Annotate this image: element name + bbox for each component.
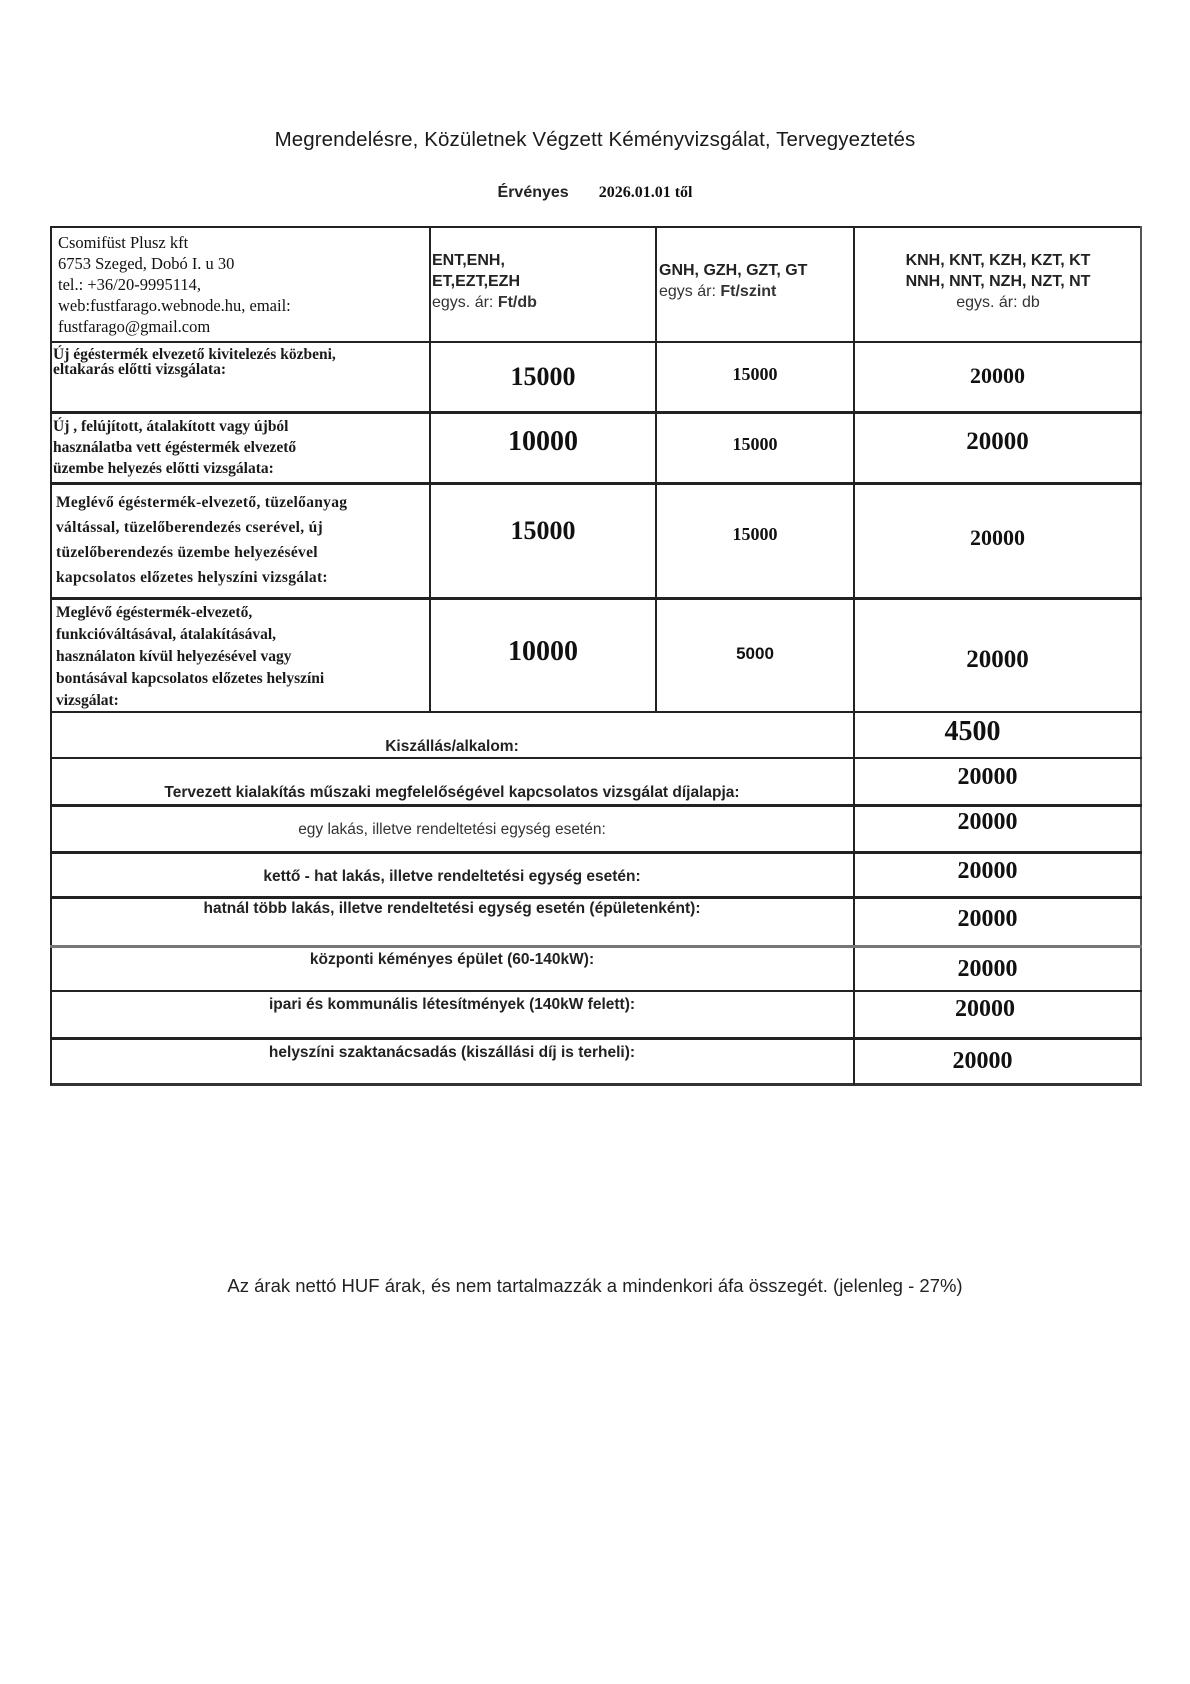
flat-row-value: 20000 xyxy=(952,1048,1013,1074)
flat-row-value: 20000 xyxy=(957,906,1018,932)
column-codes: GNH, GZH, GZT, GT xyxy=(659,262,808,279)
unit-value: Ft/szint xyxy=(720,283,777,300)
price-value: 10000 xyxy=(508,636,578,667)
unit-value: db xyxy=(1022,294,1040,311)
price-value: 20000 xyxy=(970,363,1025,388)
label-line: Meglévő égéstermék-elvezető, tüzelőanyag xyxy=(56,494,348,511)
table-border-bottom xyxy=(50,1083,1142,1086)
company-email: fustfarago@gmail.com xyxy=(58,317,211,336)
unit-prefix: egys ár: xyxy=(659,283,716,300)
column-header-k-n xyxy=(856,250,1140,313)
validity-label: Érvényes xyxy=(497,184,569,201)
company-info xyxy=(58,232,291,337)
label-line: használaton kívül helyezésével vagy xyxy=(56,648,292,665)
label-line: funkcióváltásával, átalakításával, xyxy=(56,626,277,643)
price-table xyxy=(50,226,1142,1085)
label-line: Új , felújított, átalakított vagy újból xyxy=(53,418,289,435)
row-line xyxy=(50,804,1142,807)
row-line xyxy=(50,757,1142,759)
price-value: 20000 xyxy=(966,428,1029,455)
label-line: Új égéstermék elvezető kivitelezés közbeni, xyxy=(53,346,336,363)
column-unit xyxy=(659,281,853,302)
company-name: Csomifüst Plusz kft xyxy=(58,233,189,252)
flat-row-value: 20000 xyxy=(957,809,1018,835)
col-divider-2 xyxy=(655,226,657,711)
flat-row-label: egy lakás, illetve rendeltetési egység esetén: xyxy=(298,821,606,838)
table-border-top xyxy=(50,226,1142,228)
label-line: váltással, tüzelőberendezés cserével, új xyxy=(56,519,323,536)
unit-prefix: egys. ár: xyxy=(956,294,1018,311)
column-codes: NNH, NNT, NZH, NZT, NT xyxy=(905,273,1091,290)
price-value: 15000 xyxy=(510,362,576,391)
row-line xyxy=(50,411,1142,414)
row-line xyxy=(50,1037,1142,1040)
column-codes: KNH, KNT, KZH, KZT, KT xyxy=(905,252,1091,269)
column-codes: ET,EZT,EZH xyxy=(432,273,521,290)
price-value: 10000 xyxy=(508,426,578,457)
column-unit xyxy=(432,292,652,313)
flat-row-label: kettő - hat lakás, illetve rendeltetési egység esetén: xyxy=(263,868,641,885)
table-border-right xyxy=(1140,226,1142,1085)
flat-row-value: 20000 xyxy=(957,858,1018,884)
validity-date: 2026.01.01 től xyxy=(598,184,693,201)
flat-row-label: ipari és kommunális létesítmények (140kW felett): xyxy=(268,996,636,1013)
company-web: web:fustfarago.webnode.hu, email: xyxy=(58,296,291,315)
column-unit xyxy=(856,292,1140,313)
company-address: 6753 Szeged, Dobó I. u 30 xyxy=(58,254,235,273)
price-value: 15000 xyxy=(732,364,778,384)
price-value: 20000 xyxy=(970,525,1025,550)
label-line: vizsgálat: xyxy=(56,692,119,709)
label-line: bontásával kapcsolatos előzetes helyszíni xyxy=(56,670,325,687)
row-line xyxy=(50,597,1142,600)
flat-row-label: Tervezett kialakítás műszaki megfelelőségével kapcsolatos vizsgálat díjalapja: xyxy=(164,784,740,801)
row-line xyxy=(50,896,1142,899)
price-row-label xyxy=(53,347,425,377)
validity-line xyxy=(0,184,1190,202)
document-title: Megrendelésre, Közületnek Végzett Kéményvizsgálat, Tervegyeztetés xyxy=(274,128,916,151)
price-value: 5000 xyxy=(736,644,774,663)
flat-row-value: 20000 xyxy=(957,956,1018,982)
flat-row-label: központi kéményes épület (60-140kW): xyxy=(309,951,595,968)
label-line: eltakarás előtti vizsgálata: xyxy=(53,361,227,378)
price-row-label xyxy=(56,602,428,712)
row-line xyxy=(50,341,1142,343)
row-line xyxy=(50,482,1142,485)
column-codes: ENT,ENH, xyxy=(432,252,505,269)
flat-row-label: hatnál több lakás, illetve rendeltetési egység esetén (épületenként): xyxy=(203,900,701,917)
unit-prefix: egys. ár: xyxy=(432,294,494,311)
price-row-label xyxy=(53,416,425,479)
row-line xyxy=(50,851,1142,854)
flat-row-label: Kiszállás/alkalom: xyxy=(385,738,519,755)
column-header-e xyxy=(432,250,652,313)
vat-note: Az árak nettó HUF árak, és nem tartalmazzák a mindenkori áfa összegét. (jelenleg - 27%) xyxy=(227,1275,963,1296)
unit-value: Ft/db xyxy=(497,294,537,311)
flat-row-value: 20000 xyxy=(955,996,1015,1022)
price-value: 20000 xyxy=(966,646,1029,673)
row-line xyxy=(50,945,1142,948)
column-header-g xyxy=(659,260,853,302)
label-line: üzembe helyezés előtti vizsgálata: xyxy=(53,460,274,477)
flat-row-label: helyszíni szaktanácsadás (kiszállási díj is terheli): xyxy=(268,1044,636,1061)
flat-row-value: 4500 xyxy=(944,716,1001,747)
price-value: 15000 xyxy=(732,434,778,454)
price-row-label xyxy=(56,490,428,590)
label-line: használatba vett égéstermék elvezető xyxy=(53,439,297,456)
price-value: 15000 xyxy=(732,524,778,544)
label-line: tüzelőberendezés üzembe helyezésével xyxy=(56,544,318,561)
flat-row-value: 20000 xyxy=(957,764,1018,790)
label-line: Meglévő égéstermék-elvezető, xyxy=(56,604,253,621)
price-value: 15000 xyxy=(510,516,576,545)
label-line: kapcsolatos előzetes helyszíni vizsgálat: xyxy=(56,569,328,586)
company-phone: tel.: +36/20-9995114, xyxy=(58,275,201,294)
row-line xyxy=(50,990,1142,992)
